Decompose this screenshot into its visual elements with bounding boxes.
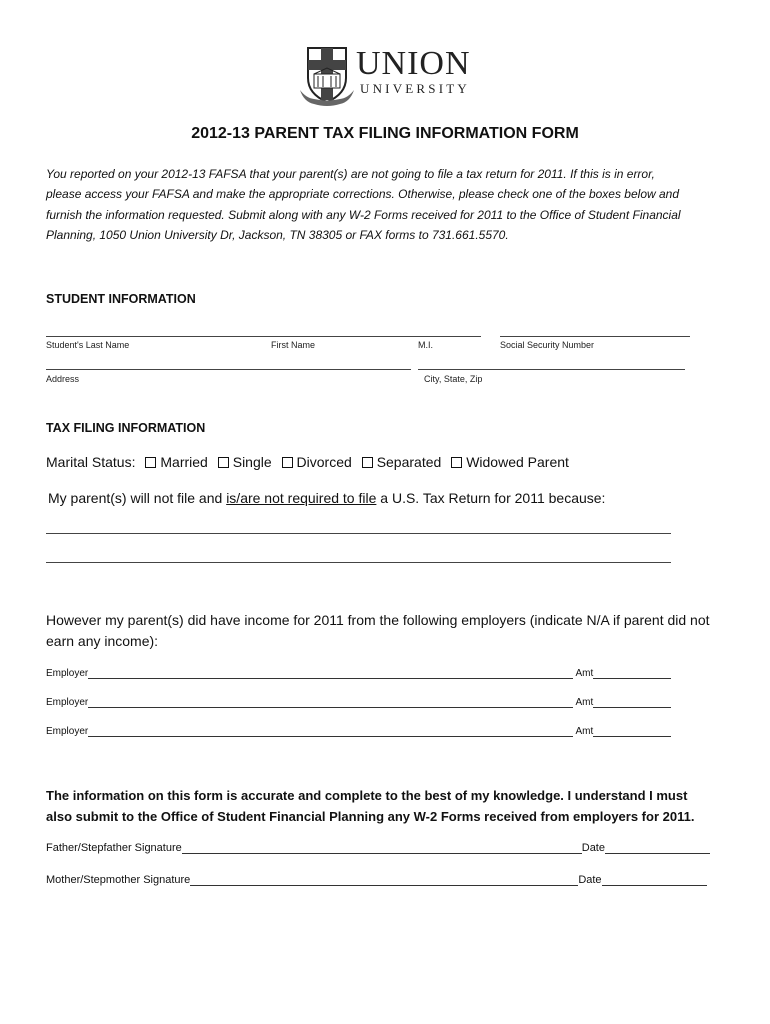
employer-field[interactable] xyxy=(88,726,573,737)
amount-field[interactable] xyxy=(593,697,671,708)
university-logo xyxy=(298,44,478,110)
first-name-label: First Name xyxy=(271,340,316,350)
amount-field[interactable] xyxy=(593,726,671,737)
mother-date-field[interactable] xyxy=(602,874,707,886)
employer-row: Employer Amt xyxy=(46,668,671,679)
marital-status-label: Marital Status: xyxy=(46,454,136,470)
tax-filing-heading: TAX FILING INFORMATION xyxy=(46,421,206,435)
checkbox-icon[interactable] xyxy=(362,457,373,468)
checkbox-separated[interactable]: Separated xyxy=(362,454,442,470)
checkbox-single[interactable]: Single xyxy=(218,454,272,470)
logo-subtitle: UNIVERSITY xyxy=(360,81,470,96)
intro-line: furnish the information requested. Submit along with any W-2 Forms received for 2011 to the Office of Student Financial xyxy=(46,207,681,222)
ssn-field[interactable] xyxy=(500,336,690,337)
checkbox-icon[interactable] xyxy=(218,457,229,468)
logo-wordmark: UNION xyxy=(356,45,471,82)
address-label: Address xyxy=(46,374,80,384)
reason-line-2[interactable] xyxy=(46,562,671,563)
last-name-label: Student's Last Name xyxy=(46,340,130,350)
mother-signature-field[interactable] xyxy=(190,874,578,886)
ssn-label: Social Security Number xyxy=(500,340,595,350)
student-name-field[interactable] xyxy=(46,336,481,337)
amount-field[interactable] xyxy=(593,668,671,679)
checkbox-divorced[interactable]: Divorced xyxy=(282,454,352,470)
mother-signature-row: Mother/Stepmother Signature Date xyxy=(46,874,707,886)
shield-crest-icon xyxy=(298,44,356,110)
certification-statement: The information on this form is accurate and complete to the best of my knowledge. I understand I must also submit to the Office of Student Financial Planning any W-2 Forms received from employers for 2011. xyxy=(46,788,695,824)
father-signature-field[interactable] xyxy=(182,842,582,854)
father-date-field[interactable] xyxy=(605,842,710,854)
mi-label: M.I. xyxy=(418,340,433,350)
income-statement-line1: However my parent(s) did have income for 2011 from the following employers (indicate N/A if parent did not xyxy=(46,612,710,628)
employer-field[interactable] xyxy=(88,697,573,708)
employer-row: Employer Amt xyxy=(46,726,671,737)
reason-line-1[interactable] xyxy=(46,533,671,534)
income-statement-line2: earn any income): xyxy=(46,633,159,649)
father-signature-row: Father/Stepfather Signature Date xyxy=(46,842,710,854)
checkbox-widowed-parent[interactable]: Widowed Parent xyxy=(451,454,569,470)
intro-line: Planning, 1050 Union University Dr, Jackson, TN 38305 or FAX forms to 731.661.5570. xyxy=(46,227,509,242)
employer-row: Employer Amt xyxy=(46,697,671,708)
city-state-zip-field[interactable] xyxy=(418,369,685,370)
checkbox-married[interactable]: Married xyxy=(145,454,207,470)
employer-field[interactable] xyxy=(88,668,573,679)
marital-status-row xyxy=(46,454,575,470)
checkbox-icon[interactable] xyxy=(451,457,462,468)
intro-line: please access your FAFSA and make the appropriate corrections. Otherwise, please check one of the boxes below and xyxy=(46,187,680,202)
checkbox-icon[interactable] xyxy=(282,457,293,468)
not-file-statement: My parent(s) will not file and is/are not required to file a U.S. Tax Return for 2011 because: xyxy=(48,490,606,506)
student-info-heading: STUDENT INFORMATION xyxy=(46,292,196,306)
checkbox-icon[interactable] xyxy=(145,457,156,468)
not-required-emphasis: is/are not required to file xyxy=(226,490,377,506)
address-field[interactable] xyxy=(46,369,411,370)
form-title: 2012-13 PARENT TAX FILING INFORMATION FORM xyxy=(191,125,579,142)
intro-line: You reported on your 2012-13 FAFSA that your parent(s) are not going to file a tax return for 2011. If this is in error, xyxy=(46,167,655,181)
city-state-zip-label: City, State, Zip xyxy=(424,374,483,384)
intro-paragraph xyxy=(46,164,736,245)
